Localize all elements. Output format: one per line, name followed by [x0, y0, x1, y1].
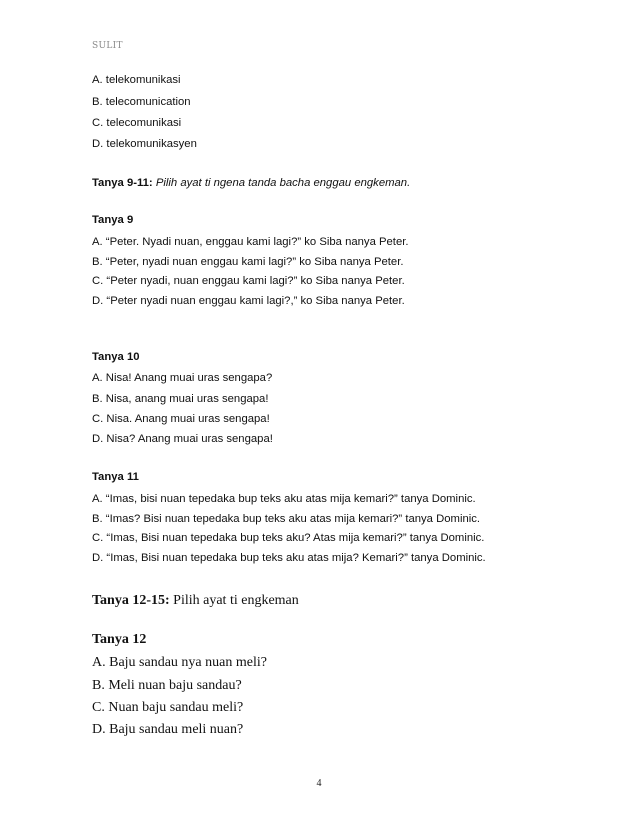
q10-option-b: B. Nisa, anang muai uras sengapa! — [92, 393, 269, 405]
section-9-11-text: Pilih ayat ti ngena tanda bacha enggau engkeman. — [155, 177, 411, 189]
section-9-11-instruction — [92, 177, 410, 189]
q11-option-c: C. “Imas, Bisi nuan tepedaka bup teks aku? Atas mija kemari?” tanya Dominic. — [92, 532, 485, 544]
section-9-11-label: Tanya 9-11: — [92, 177, 153, 189]
section-12-15-instruction — [92, 593, 299, 609]
q8-option-d: D. telekomunikasyen — [92, 138, 197, 150]
section-12-15-label: Tanya 12-15: — [92, 593, 170, 608]
q8-option-a: A. telekomunikasi — [92, 74, 181, 86]
q10-option-c: C. Nisa. Anang muai uras sengapa! — [92, 413, 270, 425]
q10-title: Tanya 10 — [92, 351, 140, 363]
q12-option-b: B. Meli nuan baju sandau? — [92, 678, 242, 693]
q9-option-d: D. “Peter nyadi nuan enggau kami lagi?,” ko Siba nanya Peter. — [92, 295, 405, 307]
q9-title: Tanya 9 — [92, 214, 134, 226]
q12-option-d: D. Baju sandau meli nuan? — [92, 722, 244, 737]
q9-option-a: A. “Peter. Nyadi nuan, enggau kami lagi?” ko Siba nanya Peter. — [92, 236, 409, 248]
q9-option-c: C. “Peter nyadi, nuan enggau kami lagi?” ko Siba nanya Peter. — [92, 275, 405, 287]
q12-option-a: A. Baju sandau nya nuan meli? — [92, 655, 267, 670]
page-number: 4 — [316, 778, 322, 789]
section-12-15-text: Pilih ayat ti engkeman — [173, 593, 299, 608]
q11-title: Tanya 11 — [92, 471, 139, 483]
q12-option-c: C. Nuan baju sandau meli? — [92, 700, 244, 715]
header-label: SULIT — [92, 41, 123, 51]
q11-option-b: B. “Imas? Bisi nuan tepedaka bup teks aku atas mija kemari?” tanya Dominic. — [92, 513, 481, 525]
q11-option-a: A. “Imas, bisi nuan tepedaka bup teks aku atas mija kemari?” tanya Dominic. — [92, 493, 476, 505]
q10-option-d: D. Nisa? Anang muai uras sengapa! — [92, 433, 273, 445]
q8-option-b: B. telecomunication — [92, 96, 191, 108]
q8-option-c: C. telecomunikasi — [92, 117, 182, 129]
q12-title: Tanya 12 — [92, 632, 147, 647]
q9-option-b: B. “Peter, nyadi nuan enggau kami lagi?” ko Siba nanya Peter. — [92, 256, 404, 268]
q10-option-a: A. Nisa! Anang muai uras sengapa? — [92, 372, 273, 384]
q11-option-d: D. “Imas, Bisi nuan tepedaka bup teks aku atas mija? Kemari?” tanya Dominic. — [92, 552, 486, 564]
